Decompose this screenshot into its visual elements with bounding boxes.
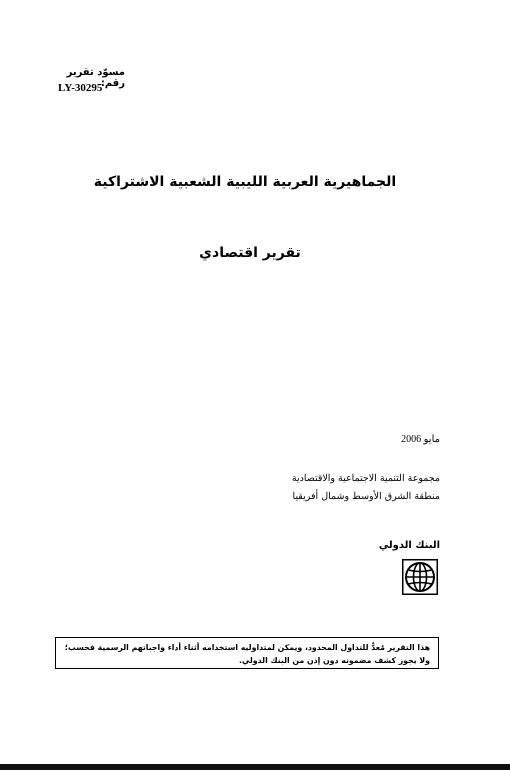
report-number: LY-30295 [58,82,103,94]
report-title: تقرير اقتصادي [199,245,301,261]
notice-text: هذا التقرير مُعدٌّ للتداول المحدود، ويمكن لمتداوليه استخدامه أثناء أداء واجباتهم الرسمية فحسب؛ ولا يجوز كشف مضمونه دون إذن من البنك الدولي. [64,643,430,665]
region-name: منطقة الشرق الأوسط وشمال أفريقيا [292,491,440,502]
country-title: الجماهيرية العربية الليبية الشعبية الاشتراكية [93,174,397,190]
draft-report-label: مسوّد تقرير رقم: [66,67,125,89]
bank-name: البنك الدولي [378,540,440,551]
world-bank-globe-icon [402,559,438,595]
report-date: مايو 2006 [401,434,440,445]
department-name: مجموعة التنمية الاجتماعية والاقتصادية [291,473,440,484]
page-bottom-border [0,764,510,770]
restricted-distribution-notice [55,637,439,669]
